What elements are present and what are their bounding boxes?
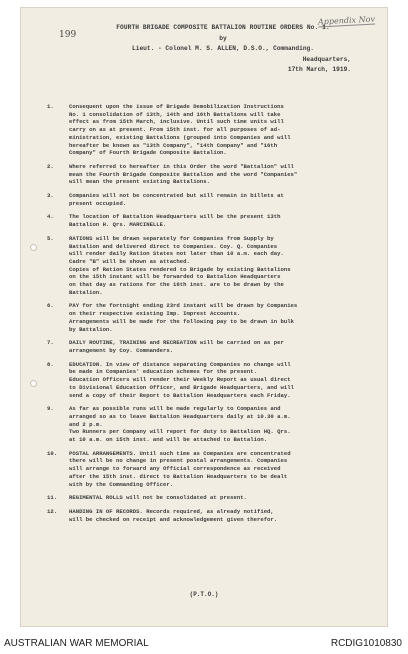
paragraph-line: HANDING IN OF RECORDS. Records required, as already notified, [69,507,274,515]
paragraph-line: PAY for the fortnight ending 23rd instant will be drawn by Companies [69,302,298,310]
punch-hole [30,380,37,387]
paragraph-line: present occupied. [69,199,127,207]
paragraph-line: REGIMENTAL ROLLS will not be consolidated at present. [69,494,247,502]
order-paragraph [47,405,381,444]
paragraph-line: with by the Commanding Officer. [69,480,174,488]
order-paragraphs [47,103,381,529]
paragraph-number: 12. [47,507,58,515]
paragraph-line: Company" of Fourth Brigade Composite Battalion. [69,149,227,157]
paragraph-line: RATIONS will be drawn separately for Companies from Supply by [69,234,274,242]
paragraph-number: 7. [47,339,54,347]
paragraph-line: Two Runners per Company will report for duty to Battalion HQ. Qrs. [69,428,291,436]
order-paragraph [47,508,381,523]
archive-footer [0,634,408,652]
order-paragraph [47,235,381,297]
paragraph-number: 5. [47,234,54,242]
order-paragraph [47,339,381,354]
paragraph-line: on their respective existing Imp. Imprest Accounts. [69,310,241,318]
handwritten-annotation: Appendix Nov [317,14,376,27]
paragraph-number: 4. [47,213,54,221]
record-id: RCDIG1010830 [330,638,402,649]
order-paragraph [47,163,381,186]
paragraph-line: EDUCATION. In view of distance separating Companies no change will [69,360,291,368]
order-header [73,23,373,76]
order-paragraph [47,213,381,228]
paragraph-line: Battalion H. Qrs. MARCINELLE. [69,221,167,229]
paragraph-text [69,235,381,297]
paragraph-text [69,103,381,157]
paragraph-text [69,163,381,186]
paragraph-line: No. 1 consolidation of 13th, 14th and 16th Battalions will take [69,110,281,118]
paragraph-line: POSTAL ARRANGEMENTS. Until such time as Companies are concentrated [69,449,291,457]
paragraph-line: carry on as at present. From 15th inst. for all purposes of ad- [69,126,281,134]
order-paragraph [47,103,381,157]
punch-hole [30,244,37,251]
paragraph-line: Companies will not be concentrated but will remain in billets at [69,192,284,200]
paragraph-line: be made in Companies' education schemes for the present. [69,368,257,376]
document-page [21,8,387,626]
order-paragraph [47,192,381,207]
paragraph-line: DAILY ROUTINE, TRAINING and RECREATION will be carried on as per [69,339,284,347]
paragraph-line: The location of Battalion Headquarters will be the present 13th [69,213,281,221]
paragraph-number: 9. [47,405,54,413]
paragraph-text [69,405,381,444]
paragraph-line: hereafter be known as "13th Company", "14th Company" and "16th [69,141,278,149]
paragraph-line: Cadre "B" will be shown as attached. [69,257,190,265]
headquarters-line: Headquarters, [302,55,351,63]
paragraph-line: mean the Fourth Brigade Composite Battalion and the word "Companies" [69,170,298,178]
paragraph-text [69,213,381,228]
paragraph-line: will mean the present existing Battalions. [69,178,210,186]
paragraph-text [69,302,381,333]
paragraph-line: by Battalion. [69,325,113,333]
paragraph-line: arranged so as to leave Battalion Headquarters daily at 10.30 a.m. [69,412,291,420]
order-paragraph [47,494,381,502]
paragraph-line: Copies of Ration States rendered to Brigade by existing Battalions [69,265,291,273]
paragraph-line: arrangement by Coy. Commanders. [69,346,174,354]
paragraph-line: after the 15th inst. direct to Battalion Headquarters to be dealt [69,472,288,480]
paragraph-line: Arrangements will be made for the following pay to be drawn in bulk [69,317,294,325]
paragraph-line: ministration, existing Battalions (grouped into Companies and will [69,133,291,141]
order-title: FOURTH BRIGADE COMPOSITE BATTALION ROUTINE ORDERS No. 1. [116,24,330,31]
paragraph-line: there will be no change in present postal arrangements. Companies [69,457,288,465]
paragraph-line: at 10 a.m. on 15th inst. and will be attached to Battalion. [69,436,268,444]
paragraph-number: 1. [47,103,54,110]
paragraph-line: Battalion and delivered direct to Companies. Coy. Q. Companies [69,242,278,250]
paragraph-text [69,450,381,489]
paragraph-line: will be checked on receipt and acknowledgement given therefor. [69,515,278,523]
paragraph-line: As far as possible runs will be made regularly to Companies and [69,405,281,413]
archive-name: AUSTRALIAN WAR MEMORIAL [4,638,149,649]
paragraph-line: and 2 p.m. [69,420,103,428]
paragraph-text [69,361,381,400]
paragraph-text [69,192,381,207]
order-paragraph [47,361,381,400]
paragraph-number: 6. [47,302,54,310]
paragraph-line: Where referred to hereafter in this Order the word "Battalion" will [69,162,294,170]
paragraph-line: effect as from 15th March, inclusive. Until such time units will [69,118,284,126]
please-turn-over: (P.T.O.) [189,591,219,598]
paragraph-line: send a copy of their Report to Battalion Headquarters each Friday. [69,391,291,399]
paragraph-line: to Divisional Education Officer, and Brigade Headquarters, and will [69,383,294,391]
paragraph-line: on that day as rations for the 16th inst. are to be drawn by the [69,281,284,289]
order-paragraph [47,302,381,333]
paragraph-number: 3. [47,192,54,200]
order-paragraph [47,450,381,489]
paragraph-number: 2. [47,162,54,170]
paragraph-line: Education Officers will render their Weekly Report as usual direct [69,376,291,384]
header-by: by [219,34,227,42]
paragraph-number: 11. [47,494,58,502]
paragraph-line: Battalion. [69,288,103,296]
paragraph-text [69,339,381,354]
paragraph-text [69,494,381,502]
paragraph-line: will render daily Ration States not later than 10 a.m. each day. [69,250,284,258]
paragraph-number: 8. [47,360,54,368]
paragraph-text [69,508,381,523]
page-number: 199 [59,30,77,40]
paragraph-line: will arrange to forward any Official correspondence as received [69,465,281,473]
paragraph-line: on the 15th instant will be forwarded to Battalion Headquarters [69,273,281,281]
commanding-officer: Lieut. - Colonel M. S. ALLEN, D.S.O., Commanding. [132,45,314,52]
paragraph-line: Consequent upon the issue of Brigade Demobilization Instructions [69,103,284,110]
order-date: 17th March, 1919. [287,66,351,73]
paragraph-number: 10. [47,449,58,457]
